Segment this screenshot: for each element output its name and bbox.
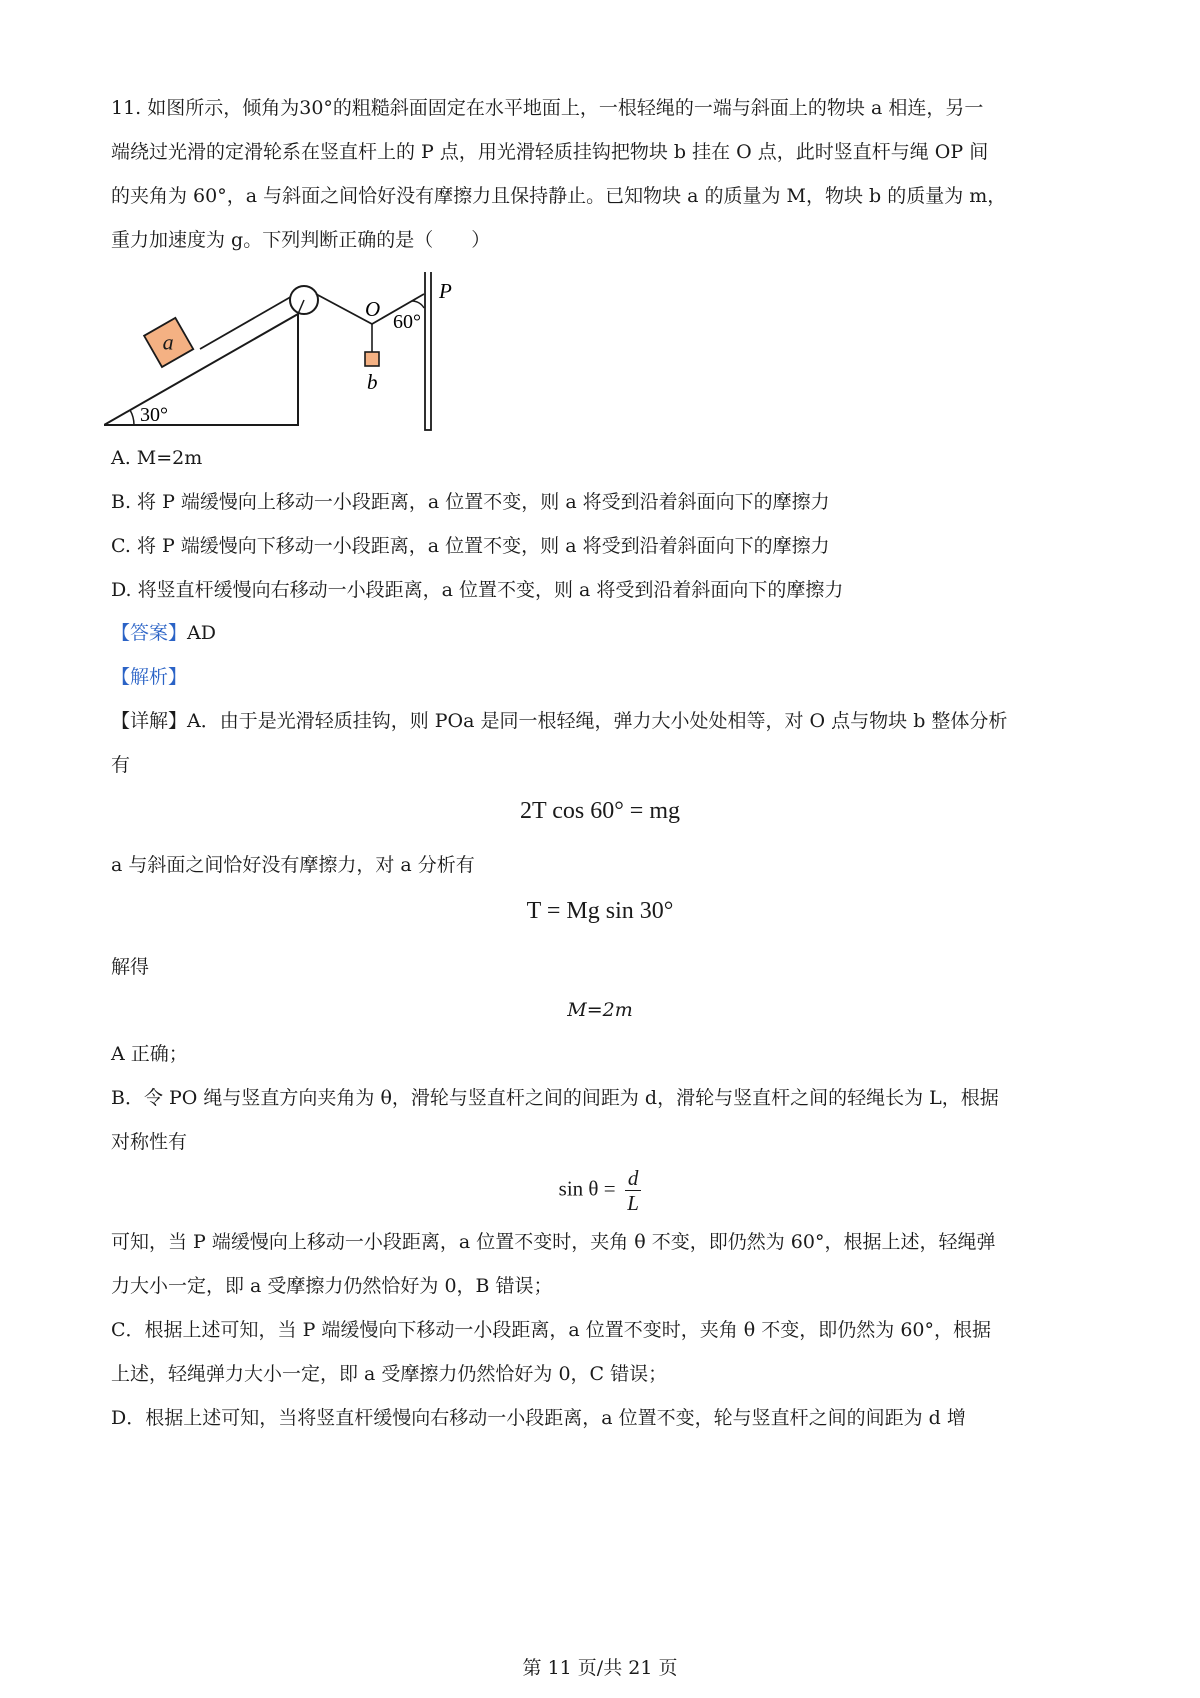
detail-label: 【详解】	[111, 710, 188, 732]
block-b-label: b	[367, 370, 378, 394]
page-footer: 第 11 页/共 21 页	[522, 1657, 678, 1679]
incline-angle-label: 30°	[140, 404, 168, 426]
detail-line-4: 解得	[111, 956, 150, 978]
point-p-label: P	[439, 279, 452, 303]
incline-surface	[104, 314, 298, 425]
analysis-line	[111, 665, 187, 689]
option-b: B. 将 P 端缓慢向上移动一小段距离，a 位置不变，则 a 将受到沿着斜面向下的摩擦力	[111, 491, 830, 513]
equation-3: M=2m	[567, 999, 633, 1021]
block-a	[144, 318, 193, 367]
detail-line-11: 上述，轻绳弹力大小一定，即 a 受摩擦力仍然恰好为 0，C 错误；	[111, 1363, 668, 1385]
vertical-rod	[425, 272, 431, 430]
equation-2: T = Mg sin 30°	[526, 898, 674, 924]
equation-1: 2T cos 60° = mg	[519, 798, 681, 824]
detail-line-12: D．根据上述可知，当将竖直杆缓慢向右移动一小段距离，a 位置不变，轮与竖直杆之间的间距为 d 增	[111, 1407, 966, 1429]
option-d: D. 将竖直杆缓慢向右移动一小段距离，a 位置不变，则 a 将受到沿着斜面向下的摩擦力	[111, 579, 844, 601]
detail-line-9: 力大小一定，即 a 受摩擦力仍然恰好为 0，B 错误；	[111, 1275, 553, 1297]
rod-angle-arc	[412, 301, 424, 308]
block-a-label: a	[162, 329, 174, 355]
equation-4-fraction	[625, 1166, 642, 1215]
detail-line-2: 有	[111, 754, 131, 776]
equation-4-numerator: d	[625, 1166, 642, 1191]
analysis-label: 【解析】	[111, 666, 188, 688]
detail-line-1	[111, 709, 1007, 733]
detail-line-7: 对称性有	[111, 1131, 188, 1153]
block-b	[365, 352, 379, 366]
question-line-4: 重力加速度为 g。下列判断正确的是（ ）	[111, 229, 491, 251]
detail-line-5: A 正确；	[111, 1043, 188, 1065]
equation-4-denominator: L	[627, 1191, 639, 1215]
rope-a-to-pulley	[200, 295, 294, 349]
incline-angle-arc	[130, 410, 134, 425]
answer-label: 【答案】	[111, 622, 188, 644]
detail-line-3: a 与斜面之间恰好没有摩擦力，对 a 分析有	[111, 854, 475, 876]
option-a: A. M=2m	[111, 447, 203, 469]
question-line-3: 的夹角为 60°，a 与斜面之间恰好没有摩擦力且保持静止。已知物块 a 的质量为 M，物块 b 的质量为 m，	[111, 185, 1007, 207]
equation-4	[0, 1166, 1200, 1215]
detail-line-10: C．根据上述可知，当 P 端缓慢向下移动一小段距离，a 位置不变时，夹角 θ 不变，即仍然为 60°，根据	[111, 1319, 992, 1341]
rod-angle-label: 60°	[393, 311, 421, 333]
detail-text-1: A．由于是光滑轻质挂钩，则 POa 是同一根轻绳，弹力大小处处相等，对 O 点与物块 b 整体分析	[187, 710, 1008, 732]
equation-4-lhs: sin θ =	[558, 1176, 616, 1201]
answer-value: AD	[187, 622, 216, 644]
answer-line	[111, 621, 216, 645]
point-o-label: O	[365, 297, 381, 321]
option-c: C. 将 P 端缓慢向下移动一小段距离，a 位置不变，则 a 将受到沿着斜面向下的摩擦力	[111, 535, 830, 557]
physics-diagram	[104, 272, 484, 440]
question-line-2: 端绕过光滑的定滑轮系在竖直杆上的 P 点，用光滑轻质挂钩把物块 b 挂在 O 点，此时竖直杆与绳 OP 间	[111, 141, 989, 163]
question-line-1: 11. 如图所示，倾角为30°的粗糙斜面固定在水平地面上，一根轻绳的一端与斜面上的物块 a 相连，另一	[111, 97, 984, 119]
detail-line-8: 可知，当 P 端缓慢向上移动一小段距离，a 位置不变时，夹角 θ 不变，即仍然为 60°，根据上述，轻绳弹	[111, 1231, 996, 1253]
detail-line-6: B．令 PO 绳与竖直方向夹角为 θ，滑轮与竖直杆之间的间距为 d，滑轮与竖直杆之间的轻绳长为 L，根据	[111, 1087, 999, 1109]
